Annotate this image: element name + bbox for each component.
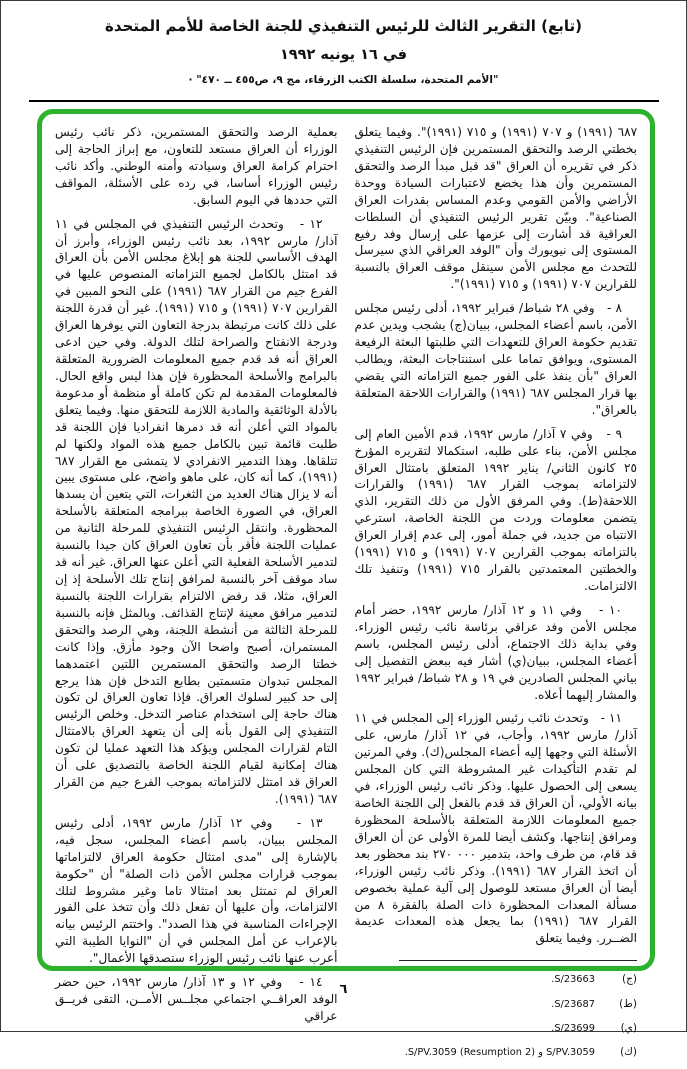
paragraph: ١٣ - وفي ١٢ آذار/ مارس ١٩٩٢، أدلى رئيس المجلس ببيان، باسم أعضاء المجلس، سجل فيه، بالإشارة إلى "مدى امتثال حكومة العراق لالتزاماتها بموجب قرارات مجلس الأمن ذات الصلة" أن "حكومة العراق لم تمتثل بعد امتثالا تاما وغير مشروط لتلك الالتزامات، وأن عليها أن تفعل ذلك وأن تتخذ على الفور الإجراءات المناسبة في هذا الصدد". واختتم الرئيس بيانه بالإعراب عن أمل المجلس في أن "النوايا الطيبة التي أعرب عنها نائب رئيس الوزراء ستصدقها الأعمال". <box>55 815 338 966</box>
footnote-reference: S/23699. <box>551 1022 595 1034</box>
footnote-row <box>399 1021 637 1036</box>
header-divider <box>29 100 659 102</box>
footnote-reference: S/PV.3059 و S/PV.3059 (Resumption 2). <box>404 1046 595 1058</box>
footnote-reference: S/23687. <box>551 998 595 1010</box>
paragraph: ١١ - وتحدث نائب رئيس الوزراء إلى المجلس في ١١ آذار/ مارس ١٩٩٢، وأجاب، في ١٢ آذار/ مارس، على الأسئلة التي وجهها إليه أعضاء المجلس(ك). وفي المرتين لم تقدم التأكيدات غير المشروطة التي كان المجلس يسعى إلى الحصول عليها. وذكر نائب رئيس الوزراء، في بيانه الأولي، أن العراق قد قدم بالفعل إلى اللجنة الخاصة جميع المعلومات اللازمة المتعلقة بالأسلحة المحظورة ومرافق إنتاجها. وكشف أيضا للمرة الأولى عن أن العراق قد قام، من طرف واحد، بتدمير ٢٧٠ ٠٠٠ بند محظور بعد أن اتخذ القرار ٦٨٧ (١٩٩١). وذكر نائب رئيس الوزراء، أيضا أن العراق مستعد للوصول إلى آلية عملية بخصوص مسألة المعدات المحظورة ذات الصلة بالفقرة ٨ من القرار ٦٨٧ (١٩٩١) بما يجعل هذه المعدات عديمة الضــرر. وفيما يتعلق <box>354 711 638 946</box>
footnote-row <box>399 997 637 1012</box>
column-left-paragraphs <box>55 124 338 1025</box>
document-date: في ١٦ يونيه ١٩٩٢ <box>279 47 408 63</box>
content-border-box <box>37 109 655 1058</box>
footnotes-block <box>399 954 637 1069</box>
footnote-reference: S/23663. <box>551 974 595 986</box>
page-title: (تابع) التقرير الثالث للرئيس التنفيذي للجنة الخاصة للأمم المتحدة <box>104 17 582 35</box>
page-number: ٦ <box>339 982 348 997</box>
paragraph: ١٤ - وفي ١٢ و ١٣ آذار/ مارس ١٩٩٢، حين حضر الوفد العراقــي اجتماعي مجلــس الأمــن، التقى فريــق عراقي <box>55 975 338 1024</box>
footnote-marker: (ك) <box>620 1045 637 1058</box>
footnote-marker: (ط) <box>619 997 637 1010</box>
paragraph: ٦٨٧ (١٩٩١) و ٧٠٧ (١٩٩١) و ٧١٥ (١٩٩١)". وفيما يتعلق بخطتي الرصد والتحقق المستمرين فإن الرئيس التنفيذي ذكر في تقريره أن العراق "قد قبل مبدأ الرصد والتحقق المستمرين وأن هذا يخضع لاعتبارات السيادة ووحدة الأراضي والأمن القومي وعدم المساس بقدرات العراق الصناعية". وبيّن تقرير الرئيس التنفيذي أن السلطات العراقية قد أشارت إلى عزمها على إرسال وفد رفيع المستوى إلى نيويورك وأن "الوفد العراقي الذي سيرسل للتحدث مع مجلس الأمن سينقل موقف العراق بالنسبة للقرارين ٧٠٧ (١٩٩١) و ٧١٥ (١٩٩١)". <box>354 125 638 292</box>
footnote-marker: (ج) <box>622 973 637 986</box>
footnote-divider <box>399 960 637 961</box>
footnote-marker: (ي) <box>620 1021 637 1034</box>
paragraph: ١٢ - وتحدث الرئيس التنفيذي في المجلس في ١١ آذار/ مارس ١٩٩٢، بعد نائب رئيس الوزراء، وأبرز أن الهدف الأساسي للجنة هو إبلاغ مجلس الأمن بأن العراق قد امتثل بالكامل لجميع التزاماته المنصوص عليها في الفرع جيم من القرار ٦٨٧ (١٩٩١) على النحو المبين في القرارين ٧٠٧ (١٩٩١) و ٧١٥ (١٩٩١). غير أن قدرة اللجنة على ذلك كانت مرتبطة بدرجة التعاون التي يوفرها العراق ودرجة الانفتاح والصراحة لتلك الدولة. وفي حين ادعى العراق أنه قد قدم جميع المعلومات الضرورية المتعلقة بالبرامج والأسلحة المحظورة فإن هذا ليس واقع الحال. فالمعلومات المقدمة لم تكن كاملة أو منظمة أو مدعومة بالأدلة الوثائقية والمادية اللازمة للتحقق منها. وفيما يتعلق بالمواد التي أعلن أنه قد دمرها انفراديا فإن اللجنة قد طلبت قائمة تبين بالكامل جميع هذه المواد ولكنها لم تتلقاها. وهذا التدمير الانفرادي لا يتمشى مع القرار ٦٨٧ (١٩٩١)، كما أنه كان، على ماهو واضح، على مستوى يبين أنه لا يزال هناك العديد من الثغرات، التي يتعين أن يسدها العراق، في الصورة الخاصة ببرامجه المتعلقة بالأسلحة المحظورة. وانتقل الرئيس التنفيذي للمرحلة الثانية من عمليات اللجنة فأقر بأن تعاون العراق كان جيدا بالنسبة لتدمير الأسلحة الفعلية التي أعلن عنها العراق. غير أنه قد ساد موقف آخر بالنسبة لمرافق إنتاج تلك الأسلحة إذ إن العراق، مثلا، قد رفض الالتزام بقرارات اللجنة بالنسبة لتدمير مرافق معينة لإنتاج القذائف. وبالمثل فإنه بالنسبة للمرحلة الثالثة من أنشطة اللجنة، وهي الرصد والتحقق المستمران، أصبح واضحا الآن وجود مأزق. وإذا كانت خطتا الرصد والتحقق المستمرين اللتين اعتمدهما المجلس تبدوان متسمتين بطابع التدخل فإن هذا يرجع إلى حد كبير لسلوك العراق. فإذا تعاون العراق لن تكون هناك حاجة إلى استخدام عناصر التدخل. وخلص الرئيس التنفيذي إلى القول بأنه إلى أن يتعهد العراق بالامتثال التام لقرارات المجلس ويؤكد هذا التعهد عمليا لن تكون هناك إمكانية لقيام اللجنة الخاصة بالتصديق على أن العراق قد امتثل لالتزاماته بموجب الفرع جيم من القرار ٦٨٧ (١٩٩١). <box>55 216 338 806</box>
column-left <box>55 124 338 1024</box>
document-header <box>1 17 686 86</box>
paragraph: ٨ - وفي ٢٨ شباط/ فبراير ١٩٩٢، أدلى رئيس مجلس الأمن، باسم أعضاء المجلس، ببيان(ج) يشجب ويدين عدم تقديم حكومة العراق للتعهدات التي طلبتها البعثة الرفيعة المستوى، ويوافق تماما على استنتاجات البعثة، ويطالب العراق "بأن ينفذ على الفور جميع التزاماته التي يقضي بها قرار المجلس ٦٨٧ (١٩٩١) والقرارات اللاحقة المتعلقة بالعراق". <box>354 301 638 417</box>
source-citation: "الأمم المتحدة، سلسلة الكتب الزرقاء، مج ٩، ص٤٥٥ ــ ٤٧٠" · <box>188 74 499 86</box>
paragraph: ٩ - وفي ٧ آذار/ مارس ١٩٩٢، قدم الأمين العام إلى مجلس الأمن، بناء على طلبه، استكمالا لتقريره المؤرخ ٢٥ كانون الثاني/ يناير ١٩٩٢ المتعلق بامتثال العراق لالتزاماته بموجب القرار ٦٨٧ (١٩٩١) والقرارات اللاحقة(ط). وفي المرفق الأول من ذلك التقرير، الذي يتضمن معلومات وردت من اللجنة الخاصة، استرعي الانتباه من جديد، في جملة أمور، إلى عدم إقرار العراق بالتزاماته بموجب القرارين ٧٠٧ (١٩٩١) و ٧١٥ (١٩٩١) والخطتين المعتمدتين بالقرار ٧١٥ (١٩٩١) وتنفيذ تلك الالتزامات. <box>354 426 638 593</box>
column-right-paragraphs <box>355 124 638 954</box>
paragraph: ١٠ - وفي ١١ و ١٢ آذار/ مارس ١٩٩٢، حضر أمام مجلس الأمن وفد عراقي برئاسة نائب رئيس الوزراء. وفي بداية ذلك الاجتماع، أدلى رئيس المجلس، باسم أعضاء المجلس، ببيان(ي) أشار فيه ببعض التفصيل إلى بياني المجلس الصادرين في ١٩ و ٢٨ شباط/ فبراير ١٩٩٢ والمشار إليهما أعلاه. <box>354 602 637 702</box>
column-right <box>354 124 638 1058</box>
text-columns <box>55 124 638 1058</box>
footnote-row <box>399 1045 637 1060</box>
paragraph: بعملية الرصد والتحقق المستمرين، ذكر نائب رئيس الوزراء أن العراق مستعد للتعاون، مع إبراز الحاجة إلى احترام كرامة العراق وسيادته وأمنه الوطني. وأكد نائب رئيس الوزراء أساسا، في رده على الأسئلة، المواقف التي حددها في اليوم السابق. <box>55 125 338 207</box>
